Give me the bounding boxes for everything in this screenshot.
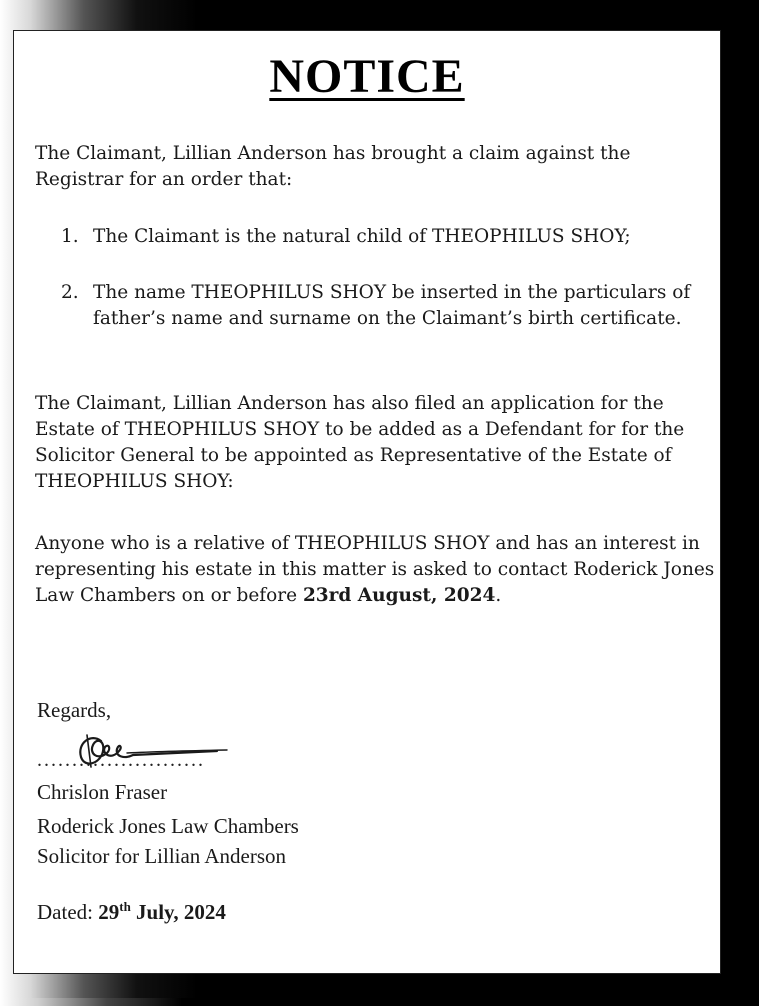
dated-day-number: 29: [98, 900, 120, 924]
order-item-1: [61, 224, 711, 250]
bottom-border-band: [0, 998, 759, 1006]
filed-application-paragraph: The Claimant, Lillian Anderson has also filed an application for the Estate of THEOPHILUS SHOY to be added as a Defendant for for the Solicitor General to be appointed as Representative of the Estate of THEOPHILUS SHOY:: [35, 393, 685, 492]
intro-paragraph: The Claimant, Lillian Anderson has brought a claim against the Registrar for an order that:: [35, 143, 631, 190]
dated-month-year: July, 2024: [136, 900, 226, 924]
notice-card: [13, 30, 721, 974]
order-item-2: [61, 280, 711, 332]
dated-label: Dated:: [37, 900, 93, 924]
order-number: 1.: [61, 226, 79, 247]
signer-name: Chrislon Fraser: [37, 780, 168, 804]
signer-firm: Roderick Jones Law Chambers: [37, 814, 299, 838]
dated-day-suffix: th: [119, 899, 131, 914]
right-border-band: [721, 0, 759, 1006]
dated-line: [37, 897, 226, 927]
notice-title: NOTICE: [269, 50, 465, 103]
closing-regards: Regards,: [37, 698, 112, 722]
deadline-suffix: .: [495, 585, 502, 606]
order-text: The Claimant is the natural child of THEOPHILUS SHOY;: [93, 226, 631, 247]
contact-text: Anyone who is a relative of THEOPHILUS SHOY and has an interest in representing his estate in this matter is asked to contact Roderick Jones Law Chambers on or before: [35, 533, 715, 606]
contact-paragraph: [35, 531, 715, 609]
signature-dots: ........................: [37, 749, 205, 771]
deadline-date: 23rd August, 2024: [302, 585, 496, 606]
dated-day: [98, 900, 226, 924]
signer-role: Solicitor for Lillian Anderson: [37, 844, 287, 868]
signature-line: [37, 731, 297, 775]
order-text: The name THEOPHILUS SHOY be inserted in the particulars of father’s name and surname on the Claimant’s birth certificate.: [93, 282, 691, 329]
handwritten-signature: [67, 731, 237, 773]
order-number: 2.: [61, 282, 79, 303]
